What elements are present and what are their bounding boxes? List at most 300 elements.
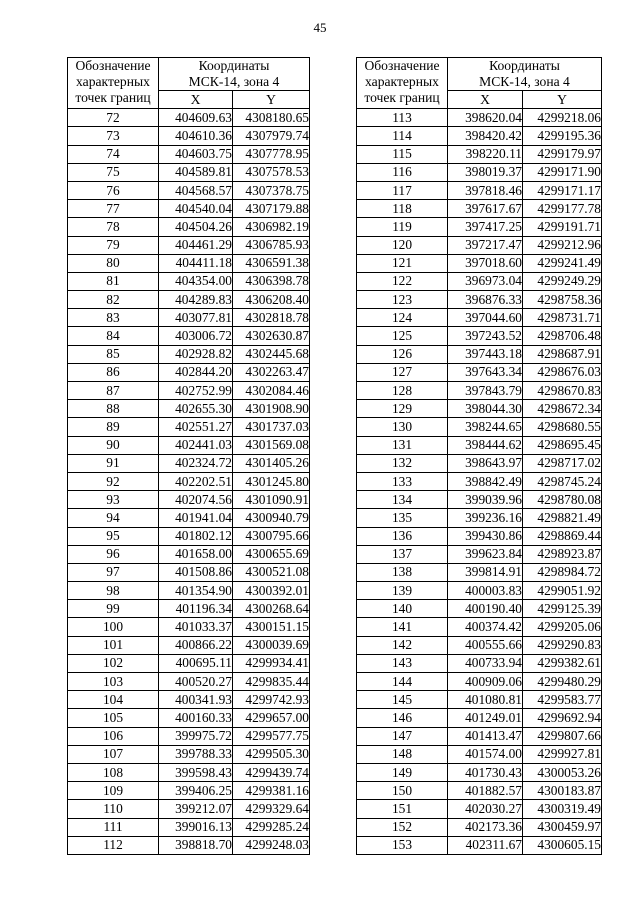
table-row xyxy=(68,309,310,327)
table-row xyxy=(357,236,602,254)
x-coordinate-cell: 401658.00 xyxy=(159,545,233,563)
point-number-cell: 121 xyxy=(357,254,448,272)
point-number-cell: 91 xyxy=(68,454,159,472)
point-number-cell: 149 xyxy=(357,763,448,781)
table-row xyxy=(68,327,310,345)
y-coordinate-cell: 4307578.53 xyxy=(233,163,310,181)
table-row xyxy=(68,654,310,672)
y-coordinate-cell: 4299177.78 xyxy=(523,200,602,218)
table-row xyxy=(357,163,602,181)
table-row xyxy=(357,254,602,272)
point-number-cell: 129 xyxy=(357,400,448,418)
header-label-line: Обозначение xyxy=(75,58,151,73)
table-row xyxy=(357,272,602,290)
table-row xyxy=(357,745,602,763)
header-coords-line: МСК-14, зона 4 xyxy=(479,74,570,89)
point-number-cell: 123 xyxy=(357,291,448,309)
y-coordinate-cell: 4302445.68 xyxy=(233,345,310,363)
table-row xyxy=(357,418,602,436)
y-coordinate-cell: 4300521.08 xyxy=(233,563,310,581)
x-coordinate-cell: 404603.75 xyxy=(159,145,233,163)
x-coordinate-cell: 404609.63 xyxy=(159,109,233,127)
x-coordinate-cell: 399406.25 xyxy=(159,782,233,800)
y-coordinate-cell: 4300183.87 xyxy=(523,782,602,800)
x-coordinate-cell: 397818.46 xyxy=(448,181,523,199)
point-number-cell: 87 xyxy=(68,382,159,400)
x-coordinate-cell: 399236.16 xyxy=(448,509,523,527)
x-coordinate-cell: 400160.33 xyxy=(159,709,233,727)
y-coordinate-cell: 4301569.08 xyxy=(233,436,310,454)
y-coordinate-cell: 4299583.77 xyxy=(523,691,602,709)
point-number-cell: 106 xyxy=(68,727,159,745)
table-row xyxy=(68,254,310,272)
y-coordinate-cell: 4299505.30 xyxy=(233,745,310,763)
table-row xyxy=(357,200,602,218)
table-row xyxy=(357,109,602,127)
y-coordinate-cell: 4301908.90 xyxy=(233,400,310,418)
y-coordinate-cell: 4298984.72 xyxy=(523,563,602,581)
point-number-cell: 80 xyxy=(68,254,159,272)
x-coordinate-cell: 404610.36 xyxy=(159,127,233,145)
x-coordinate-cell: 401730.43 xyxy=(448,763,523,781)
x-coordinate-cell: 400866.22 xyxy=(159,636,233,654)
y-coordinate-cell: 4299248.03 xyxy=(233,836,310,854)
x-coordinate-cell: 401033.37 xyxy=(159,618,233,636)
table-row xyxy=(357,145,602,163)
point-number-cell: 109 xyxy=(68,782,159,800)
x-coordinate-cell: 404289.83 xyxy=(159,291,233,309)
y-coordinate-cell: 4306591.38 xyxy=(233,254,310,272)
x-coordinate-cell: 400555.66 xyxy=(448,636,523,654)
y-coordinate-cell: 4298680.55 xyxy=(523,418,602,436)
point-number-cell: 113 xyxy=(357,109,448,127)
table-row xyxy=(357,309,602,327)
x-coordinate-cell: 402928.82 xyxy=(159,345,233,363)
x-coordinate-cell: 400003.83 xyxy=(448,582,523,600)
x-coordinate-cell: 404504.26 xyxy=(159,218,233,236)
table-row xyxy=(357,509,602,527)
y-coordinate-cell: 4300039.69 xyxy=(233,636,310,654)
point-number-cell: 84 xyxy=(68,327,159,345)
point-number-cell: 144 xyxy=(357,673,448,691)
y-coordinate-cell: 4299285.24 xyxy=(233,818,310,836)
point-number-cell: 116 xyxy=(357,163,448,181)
table-row xyxy=(357,491,602,509)
y-coordinate-cell: 4299382.61 xyxy=(523,654,602,672)
table-row xyxy=(68,545,310,563)
point-number-cell: 128 xyxy=(357,382,448,400)
x-coordinate-cell: 397217.47 xyxy=(448,236,523,254)
point-number-cell: 76 xyxy=(68,181,159,199)
y-coordinate-cell: 4308180.65 xyxy=(233,109,310,127)
x-coordinate-cell: 402030.27 xyxy=(448,800,523,818)
y-coordinate-cell: 4298672.34 xyxy=(523,400,602,418)
y-coordinate-cell: 4300795.66 xyxy=(233,527,310,545)
y-coordinate-cell: 4306208.40 xyxy=(233,291,310,309)
table-row xyxy=(357,836,602,854)
point-number-cell: 98 xyxy=(68,582,159,600)
table-row xyxy=(357,454,602,472)
table-row xyxy=(68,472,310,490)
table-row xyxy=(357,691,602,709)
point-number-cell: 89 xyxy=(68,418,159,436)
header-coords-line: МСК-14, зона 4 xyxy=(188,74,280,89)
point-number-cell: 119 xyxy=(357,218,448,236)
point-number-cell: 95 xyxy=(68,527,159,545)
table-row xyxy=(357,472,602,490)
x-coordinate-cell: 404540.04 xyxy=(159,200,233,218)
table-row xyxy=(68,782,310,800)
x-coordinate-cell: 398620.04 xyxy=(448,109,523,127)
y-coordinate-cell: 4299835.44 xyxy=(233,673,310,691)
table-row xyxy=(357,709,602,727)
y-coordinate-cell: 4299212.96 xyxy=(523,236,602,254)
point-number-cell: 134 xyxy=(357,491,448,509)
point-number-cell: 145 xyxy=(357,691,448,709)
point-number-cell: 74 xyxy=(68,145,159,163)
x-coordinate-cell: 398842.49 xyxy=(448,472,523,490)
x-coordinate-cell: 399975.72 xyxy=(159,727,233,745)
y-coordinate-cell: 4299125.39 xyxy=(523,600,602,618)
x-coordinate-cell: 399814.91 xyxy=(448,563,523,581)
y-coordinate-cell: 4299241.49 xyxy=(523,254,602,272)
x-coordinate-cell: 401574.00 xyxy=(448,745,523,763)
x-coordinate-cell: 401941.04 xyxy=(159,509,233,527)
table-row xyxy=(68,145,310,163)
point-number-cell: 108 xyxy=(68,763,159,781)
header-label-line: характерных xyxy=(365,74,439,89)
point-number-cell: 77 xyxy=(68,200,159,218)
table-row xyxy=(357,600,602,618)
y-coordinate-cell: 4298758.36 xyxy=(523,291,602,309)
point-number-cell: 73 xyxy=(68,127,159,145)
x-coordinate-cell: 402173.36 xyxy=(448,818,523,836)
table-row xyxy=(357,636,602,654)
y-coordinate-cell: 4298695.45 xyxy=(523,436,602,454)
y-coordinate-cell: 4299657.00 xyxy=(233,709,310,727)
y-coordinate-cell: 4302818.78 xyxy=(233,309,310,327)
x-coordinate-cell: 404589.81 xyxy=(159,163,233,181)
x-coordinate-cell: 400374.42 xyxy=(448,618,523,636)
table-row xyxy=(357,291,602,309)
y-coordinate-cell: 4307979.74 xyxy=(233,127,310,145)
point-number-cell: 112 xyxy=(68,836,159,854)
table-row xyxy=(68,600,310,618)
point-number-cell: 79 xyxy=(68,236,159,254)
x-coordinate-cell: 404411.18 xyxy=(159,254,233,272)
point-number-cell: 152 xyxy=(357,818,448,836)
y-coordinate-cell: 4299051.92 xyxy=(523,582,602,600)
x-coordinate-cell: 399039.96 xyxy=(448,491,523,509)
x-coordinate-cell: 400733.94 xyxy=(448,654,523,672)
y-coordinate-cell: 4299249.29 xyxy=(523,272,602,290)
table-row xyxy=(68,236,310,254)
table-row xyxy=(357,673,602,691)
table-row xyxy=(357,363,602,381)
point-number-cell: 127 xyxy=(357,363,448,381)
header-label-line: точек границ xyxy=(75,90,151,105)
x-coordinate-cell: 402202.51 xyxy=(159,472,233,490)
y-coordinate-cell: 4300392.01 xyxy=(233,582,310,600)
table-row xyxy=(68,618,310,636)
x-coordinate-cell: 404568.57 xyxy=(159,181,233,199)
table-row xyxy=(68,745,310,763)
table-row xyxy=(357,618,602,636)
point-number-cell: 135 xyxy=(357,509,448,527)
y-coordinate-cell: 4298670.83 xyxy=(523,382,602,400)
y-coordinate-cell: 4302084.46 xyxy=(233,382,310,400)
y-coordinate-cell: 4301245.80 xyxy=(233,472,310,490)
x-coordinate-cell: 400909.06 xyxy=(448,673,523,691)
table-row xyxy=(68,291,310,309)
y-coordinate-cell: 4298923.87 xyxy=(523,545,602,563)
table-row xyxy=(68,727,310,745)
table-row xyxy=(357,345,602,363)
table-row xyxy=(68,127,310,145)
y-coordinate-cell: 4300319.49 xyxy=(523,800,602,818)
point-number-cell: 111 xyxy=(68,818,159,836)
y-coordinate-cell: 4302263.47 xyxy=(233,363,310,381)
table-row xyxy=(68,800,310,818)
y-coordinate-cell: 4298780.08 xyxy=(523,491,602,509)
table-row xyxy=(68,109,310,127)
y-coordinate-cell: 4299218.06 xyxy=(523,109,602,127)
header-x: X xyxy=(448,91,523,109)
table-body-left xyxy=(68,109,310,855)
point-number-cell: 102 xyxy=(68,654,159,672)
y-coordinate-cell: 4298821.49 xyxy=(523,509,602,527)
point-number-cell: 141 xyxy=(357,618,448,636)
point-number-cell: 94 xyxy=(68,509,159,527)
table-row xyxy=(357,782,602,800)
table-row xyxy=(357,654,602,672)
table-row xyxy=(357,818,602,836)
point-number-cell: 82 xyxy=(68,291,159,309)
table-row xyxy=(357,527,602,545)
point-number-cell: 92 xyxy=(68,472,159,490)
point-number-cell: 125 xyxy=(357,327,448,345)
table-row xyxy=(68,709,310,727)
point-number-cell: 103 xyxy=(68,673,159,691)
x-coordinate-cell: 401080.81 xyxy=(448,691,523,709)
point-number-cell: 85 xyxy=(68,345,159,363)
x-coordinate-cell: 401196.34 xyxy=(159,600,233,618)
point-number-cell: 138 xyxy=(357,563,448,581)
point-number-cell: 117 xyxy=(357,181,448,199)
point-number-cell: 148 xyxy=(357,745,448,763)
y-coordinate-cell: 4298676.03 xyxy=(523,363,602,381)
x-coordinate-cell: 399623.84 xyxy=(448,545,523,563)
table-row xyxy=(68,163,310,181)
x-coordinate-cell: 398444.62 xyxy=(448,436,523,454)
y-coordinate-cell: 4299480.29 xyxy=(523,673,602,691)
x-coordinate-cell: 402655.30 xyxy=(159,400,233,418)
point-number-cell: 139 xyxy=(357,582,448,600)
point-number-cell: 118 xyxy=(357,200,448,218)
table-row xyxy=(68,491,310,509)
table-row xyxy=(68,418,310,436)
point-number-cell: 81 xyxy=(68,272,159,290)
x-coordinate-cell: 397843.79 xyxy=(448,382,523,400)
x-coordinate-cell: 401802.12 xyxy=(159,527,233,545)
y-coordinate-cell: 4307179.88 xyxy=(233,200,310,218)
table-row xyxy=(357,800,602,818)
table-row xyxy=(68,527,310,545)
table-row xyxy=(68,836,310,854)
point-number-cell: 107 xyxy=(68,745,159,763)
x-coordinate-cell: 399430.86 xyxy=(448,527,523,545)
table-row xyxy=(357,763,602,781)
y-coordinate-cell: 4299191.71 xyxy=(523,218,602,236)
x-coordinate-cell: 400341.93 xyxy=(159,691,233,709)
x-coordinate-cell: 397617.67 xyxy=(448,200,523,218)
table-row xyxy=(68,673,310,691)
table-row xyxy=(68,454,310,472)
table-row xyxy=(357,382,602,400)
x-coordinate-cell: 404354.00 xyxy=(159,272,233,290)
x-coordinate-cell: 397417.25 xyxy=(448,218,523,236)
y-coordinate-cell: 4300268.64 xyxy=(233,600,310,618)
header-coordinates xyxy=(448,58,602,91)
y-coordinate-cell: 4299807.66 xyxy=(523,727,602,745)
table-row xyxy=(68,636,310,654)
y-coordinate-cell: 4298745.24 xyxy=(523,472,602,490)
y-coordinate-cell: 4306982.19 xyxy=(233,218,310,236)
table-row xyxy=(68,818,310,836)
header-x: X xyxy=(159,91,233,109)
table-row xyxy=(357,545,602,563)
table-row xyxy=(357,582,602,600)
table-row xyxy=(68,763,310,781)
table-row xyxy=(357,327,602,345)
y-coordinate-cell: 4299290.83 xyxy=(523,636,602,654)
header-point-label xyxy=(68,58,159,109)
y-coordinate-cell: 4299439.74 xyxy=(233,763,310,781)
y-coordinate-cell: 4301737.03 xyxy=(233,418,310,436)
y-coordinate-cell: 4302630.87 xyxy=(233,327,310,345)
y-coordinate-cell: 4299692.94 xyxy=(523,709,602,727)
x-coordinate-cell: 396973.04 xyxy=(448,272,523,290)
point-number-cell: 75 xyxy=(68,163,159,181)
y-coordinate-cell: 4299179.97 xyxy=(523,145,602,163)
y-coordinate-cell: 4298687.91 xyxy=(523,345,602,363)
point-number-cell: 147 xyxy=(357,727,448,745)
x-coordinate-cell: 402752.99 xyxy=(159,382,233,400)
table-row xyxy=(68,345,310,363)
x-coordinate-cell: 397018.60 xyxy=(448,254,523,272)
point-number-cell: 150 xyxy=(357,782,448,800)
point-number-cell: 86 xyxy=(68,363,159,381)
y-coordinate-cell: 4306785.93 xyxy=(233,236,310,254)
point-number-cell: 96 xyxy=(68,545,159,563)
table-row xyxy=(357,727,602,745)
table-row xyxy=(357,127,602,145)
point-number-cell: 72 xyxy=(68,109,159,127)
x-coordinate-cell: 401882.57 xyxy=(448,782,523,800)
point-number-cell: 104 xyxy=(68,691,159,709)
table-row xyxy=(68,563,310,581)
point-number-cell: 97 xyxy=(68,563,159,581)
point-number-cell: 140 xyxy=(357,600,448,618)
x-coordinate-cell: 402074.56 xyxy=(159,491,233,509)
point-number-cell: 137 xyxy=(357,545,448,563)
table-row xyxy=(357,181,602,199)
x-coordinate-cell: 403006.72 xyxy=(159,327,233,345)
y-coordinate-cell: 4299205.06 xyxy=(523,618,602,636)
y-coordinate-cell: 4307778.95 xyxy=(233,145,310,163)
x-coordinate-cell: 401249.01 xyxy=(448,709,523,727)
x-coordinate-cell: 404461.29 xyxy=(159,236,233,254)
point-number-cell: 132 xyxy=(357,454,448,472)
y-coordinate-cell: 4301090.91 xyxy=(233,491,310,509)
x-coordinate-cell: 398220.11 xyxy=(448,145,523,163)
x-coordinate-cell: 401413.47 xyxy=(448,727,523,745)
x-coordinate-cell: 402844.20 xyxy=(159,363,233,381)
table-row xyxy=(68,582,310,600)
point-number-cell: 88 xyxy=(68,400,159,418)
point-number-cell: 78 xyxy=(68,218,159,236)
header-label-line: Обозначение xyxy=(364,58,440,73)
coordinates-table-right xyxy=(356,57,602,855)
x-coordinate-cell: 400190.40 xyxy=(448,600,523,618)
x-coordinate-cell: 399016.13 xyxy=(159,818,233,836)
coordinates-table-left xyxy=(67,57,310,855)
table-row xyxy=(68,363,310,381)
y-coordinate-cell: 4298869.44 xyxy=(523,527,602,545)
point-number-cell: 101 xyxy=(68,636,159,654)
point-number-cell: 90 xyxy=(68,436,159,454)
x-coordinate-cell: 400520.27 xyxy=(159,673,233,691)
y-coordinate-cell: 4299195.36 xyxy=(523,127,602,145)
point-number-cell: 83 xyxy=(68,309,159,327)
table-row xyxy=(357,218,602,236)
y-coordinate-cell: 4306398.78 xyxy=(233,272,310,290)
table-row xyxy=(68,691,310,709)
y-coordinate-cell: 4300459.97 xyxy=(523,818,602,836)
x-coordinate-cell: 402311.67 xyxy=(448,836,523,854)
table-row xyxy=(68,436,310,454)
x-coordinate-cell: 397643.34 xyxy=(448,363,523,381)
point-number-cell: 114 xyxy=(357,127,448,145)
point-number-cell: 100 xyxy=(68,618,159,636)
point-number-cell: 105 xyxy=(68,709,159,727)
header-y: Y xyxy=(523,91,602,109)
x-coordinate-cell: 402551.27 xyxy=(159,418,233,436)
y-coordinate-cell: 4298717.02 xyxy=(523,454,602,472)
point-number-cell: 142 xyxy=(357,636,448,654)
point-number-cell: 93 xyxy=(68,491,159,509)
point-number-cell: 122 xyxy=(357,272,448,290)
y-coordinate-cell: 4299171.17 xyxy=(523,181,602,199)
table-row xyxy=(68,382,310,400)
point-number-cell: 133 xyxy=(357,472,448,490)
point-number-cell: 153 xyxy=(357,836,448,854)
x-coordinate-cell: 399788.33 xyxy=(159,745,233,763)
y-coordinate-cell: 4298706.48 xyxy=(523,327,602,345)
y-coordinate-cell: 4299577.75 xyxy=(233,727,310,745)
point-number-cell: 120 xyxy=(357,236,448,254)
x-coordinate-cell: 401508.86 xyxy=(159,563,233,581)
header-label-line: точек границ xyxy=(364,90,440,105)
table-row xyxy=(68,272,310,290)
point-number-cell: 143 xyxy=(357,654,448,672)
y-coordinate-cell: 4300655.69 xyxy=(233,545,310,563)
y-coordinate-cell: 4298731.71 xyxy=(523,309,602,327)
y-coordinate-cell: 4300151.15 xyxy=(233,618,310,636)
point-number-cell: 115 xyxy=(357,145,448,163)
x-coordinate-cell: 399598.43 xyxy=(159,763,233,781)
header-y: Y xyxy=(233,91,310,109)
